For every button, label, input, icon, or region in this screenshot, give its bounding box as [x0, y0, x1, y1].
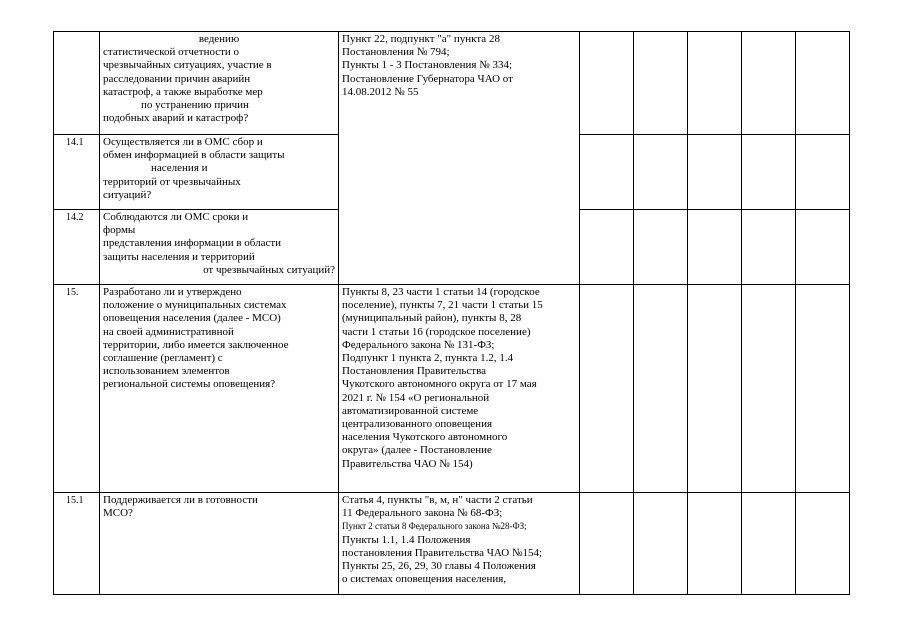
question-line: положение о муниципальных системах — [103, 299, 287, 312]
question-line: МСО? — [103, 507, 133, 520]
question-line: территории, либо имеется заключенное — [103, 338, 289, 351]
empty-cell — [796, 135, 850, 210]
empty-cell — [796, 32, 850, 135]
question-cell — [100, 32, 339, 135]
empty-cell — [580, 210, 634, 285]
empty-cell — [742, 135, 796, 210]
question-line: обмен информацией в области защиты — [103, 149, 285, 162]
question-line: от чрезвычайных ситуаций? — [203, 263, 335, 276]
empty-cell — [796, 285, 850, 493]
law-line: централизованного оповещения — [342, 418, 493, 431]
question-line: оповещения населения (далее - МСО) — [103, 312, 281, 325]
row-number: 15. — [54, 285, 100, 493]
question-line: расследовании причин аварийн — [103, 72, 251, 85]
law-line: Статья 4, пункты "в, м, н" части 2 статьи — [342, 494, 533, 506]
law-line: округа» (далее - Постановление — [342, 444, 492, 457]
empty-cell — [688, 493, 742, 595]
law-line: населения Чукотского автономного — [342, 431, 508, 444]
question-cell — [100, 210, 339, 285]
empty-cell — [796, 210, 850, 285]
law-line: Пункты 1 - 3 Постановления № 334; — [342, 59, 513, 72]
question-line: Разработано ли и утверждено — [103, 286, 242, 298]
empty-cell — [742, 210, 796, 285]
law-line: автоматизированной системе — [342, 404, 479, 417]
empty-cell — [634, 285, 688, 493]
table-row — [54, 32, 850, 135]
table-row — [54, 285, 850, 493]
law-line: Подпункт 1 пункта 2, пункта 1.2, 1.4 — [342, 352, 514, 365]
question-cell — [100, 285, 339, 493]
question-line: формы — [103, 224, 136, 237]
law-line: Пункт 2 статьи 8 Федерального закона №28-ФЗ; — [342, 521, 527, 532]
question-line: ситуаций? — [103, 188, 152, 201]
empty-cell — [634, 135, 688, 210]
question-line: территорий от чрезвычайных — [103, 175, 241, 188]
question-line: защиты населения и территорий — [103, 250, 255, 263]
empty-cell — [580, 135, 634, 210]
law-line: Чукотского автономного округа от 17 мая — [342, 378, 537, 391]
empty-cell — [742, 493, 796, 595]
empty-cell — [688, 135, 742, 210]
question-line: катастроф, а также выработке мер — [103, 85, 263, 98]
row-number — [54, 32, 100, 135]
law-line: Пункт 22, подпункт "а" пункта 28 — [342, 33, 500, 45]
question-line: подобных аварий и катастроф? — [103, 112, 249, 125]
question-line: чрезвычайных ситуациях, участие в — [103, 59, 272, 72]
empty-cell — [688, 285, 742, 493]
question-line: Осуществляется ли в ОМС сбор и — [103, 136, 263, 148]
law-line: 2021 г. № 154 «О региональной — [342, 391, 490, 404]
checklist-table — [53, 31, 850, 595]
empty-cell — [688, 32, 742, 135]
question-line: по устранению причин — [141, 99, 249, 112]
row-number: 14.2 — [54, 210, 100, 285]
question-line: региональной системы оповещения? — [103, 378, 276, 391]
question-cell — [100, 135, 339, 210]
empty-cell — [634, 493, 688, 595]
question-line: на своей административной — [103, 325, 234, 338]
row-number: 14.1 — [54, 135, 100, 210]
law-line: Пункты 1.1, 1.4 Положения — [342, 533, 471, 546]
law-line: (муниципальный район), пункты 8, 28 — [342, 312, 522, 325]
law-line: 11 Федерального закона № 68-ФЗ; — [342, 507, 503, 520]
law-reference-cell — [339, 285, 580, 493]
empty-cell — [796, 493, 850, 595]
law-reference-cell — [339, 32, 580, 285]
empty-cell — [580, 32, 634, 135]
law-line: Пункты 25, 26, 29, 30 главы 4 Положения — [342, 560, 536, 573]
row-number: 15.1 — [54, 493, 100, 595]
table-row — [54, 493, 850, 595]
law-line: части 1 статьи 16 (городское поселение) — [342, 325, 531, 338]
law-line: Постановления № 794; — [342, 46, 450, 59]
empty-cell — [688, 210, 742, 285]
law-line: поселение), пункты 7, 21 части 1 статьи 15 — [342, 299, 543, 312]
question-line: Соблюдаются ли ОМС сроки и — [103, 211, 249, 223]
question-line: соглашение (регламент) с — [103, 352, 223, 365]
empty-cell — [580, 285, 634, 493]
question-line: статистической отчетности о — [103, 46, 240, 59]
question-line: использованием элементов — [103, 365, 230, 378]
law-line: 14.08.2012 № 55 — [342, 85, 419, 98]
question-line: представления информации в области — [103, 237, 282, 250]
question-line: населения и — [151, 162, 208, 175]
law-line: о системах оповещения населения, — [342, 573, 507, 586]
law-line: Постановления Правительства — [342, 365, 487, 378]
law-line: Постановление Губернатора ЧАО от — [342, 72, 513, 85]
law-line: Федерального закона № 131-ФЗ; — [342, 338, 495, 351]
empty-cell — [634, 32, 688, 135]
law-line: Правительства ЧАО № 154) — [342, 457, 473, 470]
law-line: Пункты 8, 23 части 1 статьи 14 (городское — [342, 286, 540, 298]
question-line: ведению — [198, 33, 240, 45]
question-cell — [100, 493, 339, 595]
empty-cell — [742, 285, 796, 493]
question-line: Поддерживается ли в готовности — [103, 494, 258, 506]
empty-cell — [742, 32, 796, 135]
empty-cell — [634, 210, 688, 285]
law-reference-cell — [339, 493, 580, 595]
empty-cell — [580, 493, 634, 595]
law-line: постановления Правительства ЧАО №154; — [342, 546, 543, 559]
